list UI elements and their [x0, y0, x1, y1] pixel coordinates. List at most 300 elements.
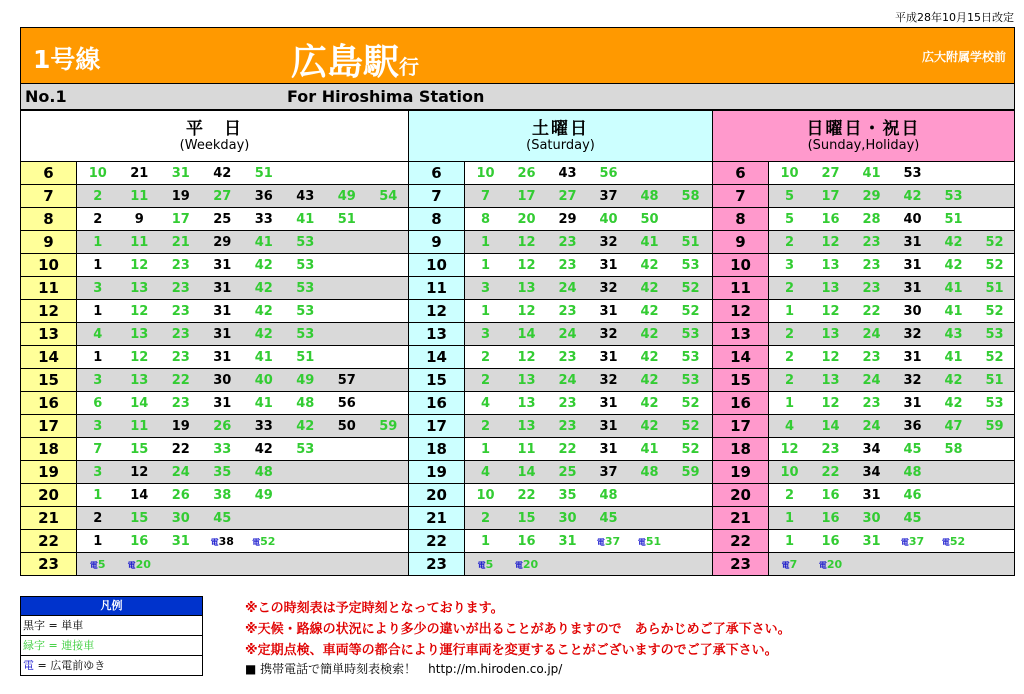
revision-date: 平成28年10月15日改定 — [895, 11, 1014, 24]
departure-minute: 23 — [171, 257, 190, 273]
departure-minute: 1 — [480, 533, 491, 549]
departure-minute: 23 — [558, 418, 577, 434]
departure-minute — [588, 535, 629, 548]
departure-minute: 31 — [903, 349, 922, 365]
minute-value: 37 — [604, 534, 621, 548]
departure-minute: 52 — [681, 280, 700, 296]
table-row — [713, 392, 1014, 415]
departure-minute: 2 — [480, 418, 491, 434]
departure-minute: 31 — [599, 349, 618, 365]
tram-depot-mark: 電 — [477, 561, 486, 570]
departure-minute: 40 — [903, 211, 922, 227]
table-row — [409, 254, 712, 277]
departure-minute: 24 — [558, 280, 577, 296]
departure-minute: 32 — [599, 280, 618, 296]
departure-minute: 26 — [213, 418, 232, 434]
mobile-search: ■ 携帯電話で簡単時刻表検索！ http://m.hiroden.co.jp/ — [245, 662, 563, 676]
weekday-title: 平 日 — [186, 119, 243, 139]
hour-cell: 8 — [21, 208, 77, 230]
minutes-cell — [465, 208, 712, 230]
departure-minute: 2 — [93, 510, 103, 526]
departure-minute: 59 — [379, 418, 398, 434]
departure-minute: 10 — [88, 165, 107, 181]
departure-minute: 33 — [254, 418, 273, 434]
departure-minute: 13 — [517, 280, 536, 296]
departure-minute: 52 — [985, 234, 1004, 250]
departure-minute: 48 — [254, 464, 273, 480]
table-row — [713, 300, 1014, 323]
departure-minute: 41 — [254, 395, 273, 411]
hour-cell: 12 — [713, 300, 769, 322]
departure-minute: 42 — [254, 257, 273, 273]
hour-cell: 21 — [21, 507, 77, 529]
note-1: ※この時刻表は予定時刻となっております。 — [245, 601, 504, 616]
departure-minute: 53 — [296, 303, 315, 319]
departure-minute: 1 — [784, 395, 795, 411]
minutes-cell — [77, 254, 408, 276]
hour-cell: 13 — [409, 323, 465, 345]
table-row — [713, 162, 1014, 185]
departure-minute: 42 — [640, 349, 659, 365]
minute-value: 20 — [135, 558, 151, 571]
minutes-cell — [77, 300, 408, 322]
departure-minute: 45 — [213, 510, 232, 526]
holiday-header — [713, 111, 1014, 162]
hour-cell: 6 — [713, 162, 769, 184]
table-row — [409, 369, 712, 392]
departure-minute: 2 — [480, 349, 491, 365]
table-row — [409, 346, 712, 369]
minutes-cell — [769, 392, 1015, 414]
hour-cell: 9 — [409, 231, 465, 253]
departure-minute — [243, 535, 285, 548]
departure-minute: 12 — [517, 257, 536, 273]
minutes-cell — [465, 254, 712, 276]
departure-minute: 2 — [784, 372, 795, 388]
departure-minute: 31 — [599, 441, 618, 457]
tram-depot-mark: 電 — [252, 537, 261, 547]
departure-minute: 13 — [821, 372, 840, 388]
minutes-cell — [77, 346, 408, 368]
departure-minute: 31 — [171, 533, 190, 549]
hour-cell: 15 — [21, 369, 77, 391]
departure-minute: 2 — [784, 234, 795, 250]
weekday-header — [21, 111, 408, 162]
departure-minute: 27 — [558, 188, 577, 204]
table-row — [21, 346, 408, 369]
hour-cell: 14 — [409, 346, 465, 368]
departure-minute: 58 — [944, 441, 963, 457]
tram-depot-mark: 電 — [941, 537, 950, 547]
minutes-cell — [769, 530, 1014, 552]
table-row — [21, 185, 408, 208]
departure-minute: 31 — [599, 303, 618, 319]
minutes-cell — [77, 208, 408, 230]
departure-minute: 2 — [480, 372, 491, 388]
minutes-cell — [77, 185, 409, 207]
minutes-cell — [465, 530, 712, 552]
hour-cell: 12 — [409, 300, 465, 322]
departure-minute: 45 — [903, 441, 922, 457]
departure-minute: 32 — [903, 372, 922, 388]
departure-minute: 48 — [640, 188, 659, 204]
departure-minute: 11 — [130, 418, 149, 434]
departure-minute: 14 — [130, 395, 149, 411]
departure-minute: 32 — [599, 326, 618, 342]
table-row — [713, 438, 1014, 461]
departure-minute — [202, 535, 244, 548]
departure-minute: 41 — [944, 280, 963, 296]
departure-minute: 10 — [780, 464, 799, 480]
departure-minute: 14 — [517, 326, 536, 342]
departure-minute: 3 — [784, 257, 795, 273]
departure-minute: 51 — [681, 234, 700, 250]
departure-minute: 22 — [171, 372, 190, 388]
minutes-cell — [77, 415, 409, 437]
departure-minute: 5 — [784, 188, 795, 204]
minutes-cell — [465, 369, 712, 391]
departure-minute: 5 — [784, 211, 795, 227]
departure-minute: 32 — [903, 326, 922, 342]
weekday-panel — [20, 110, 409, 576]
minutes-cell — [465, 323, 712, 345]
departure-minute: 15 — [130, 510, 149, 526]
minutes-cell — [769, 162, 1014, 184]
departure-minute: 11 — [130, 234, 149, 250]
departure-minute: 12 — [517, 349, 536, 365]
minute-value: 5 — [97, 558, 106, 571]
minutes-cell — [769, 369, 1015, 391]
departure-minute: 35 — [213, 464, 232, 480]
hour-cell: 19 — [713, 461, 769, 483]
minute-value: 51 — [645, 534, 662, 548]
departure-minute: 53 — [296, 234, 315, 250]
table-row — [409, 415, 712, 438]
departure-minute: 51 — [337, 211, 356, 227]
departure-minute: 12 — [130, 349, 149, 365]
departure-minute: 43 — [944, 326, 963, 342]
holiday-panel — [712, 110, 1015, 576]
table-row — [409, 162, 712, 185]
departure-minute: 24 — [558, 372, 577, 388]
departure-minute: 31 — [599, 418, 618, 434]
departure-minute: 50 — [640, 211, 659, 227]
departure-minute: 16 — [821, 533, 840, 549]
table-row — [21, 484, 408, 507]
departure-minute: 53 — [681, 257, 700, 273]
departure-minute: 4 — [784, 418, 795, 434]
hour-cell: 20 — [409, 484, 465, 506]
table-row — [713, 484, 1014, 507]
departure-minute: 1 — [93, 257, 103, 273]
table-row — [21, 369, 408, 392]
departure-minute: 57 — [337, 372, 356, 388]
departure-minute — [810, 558, 851, 571]
departure-minute: 16 — [821, 510, 840, 526]
hour-cell: 20 — [21, 484, 77, 506]
table-row — [713, 369, 1014, 392]
departure-minute: 29 — [862, 188, 881, 204]
departure-minute: 22 — [558, 441, 577, 457]
departure-minute: 2 — [480, 510, 491, 526]
departure-minute: 42 — [903, 188, 922, 204]
table-row — [409, 208, 712, 231]
departure-minute: 29 — [213, 234, 232, 250]
hour-cell: 11 — [409, 277, 465, 299]
minutes-cell — [465, 392, 712, 414]
departure-minute: 36 — [254, 188, 273, 204]
departure-minute: 2 — [93, 188, 103, 204]
departure-minute: 17 — [171, 211, 190, 227]
departure-minute: 31 — [213, 395, 232, 411]
minutes-cell — [77, 392, 408, 414]
departure-minute: 56 — [337, 395, 356, 411]
table-row — [21, 323, 408, 346]
hour-cell: 6 — [21, 162, 77, 184]
departure-minute: 12 — [130, 464, 149, 480]
minutes-cell — [769, 553, 1014, 576]
departure-minute: 46 — [903, 487, 922, 503]
departure-minute: 17 — [821, 188, 840, 204]
departure-minute: 22 — [171, 441, 190, 457]
departure-minute: 40 — [254, 372, 273, 388]
departure-minute — [506, 558, 547, 571]
tram-depot-mark: 電 — [637, 537, 646, 547]
legend — [20, 596, 203, 676]
departure-minute: 33 — [213, 441, 232, 457]
departure-minute: 23 — [821, 441, 840, 457]
minutes-cell — [769, 346, 1015, 368]
departure-minute: 35 — [558, 487, 577, 503]
table-row — [21, 300, 408, 323]
hour-cell: 9 — [713, 231, 769, 253]
departure-minute — [892, 535, 933, 548]
hour-cell: 9 — [21, 231, 77, 253]
departure-minute: 22 — [821, 464, 840, 480]
departure-minute: 3 — [480, 280, 491, 296]
minutes-cell — [77, 369, 408, 391]
departure-minute: 41 — [254, 234, 273, 250]
hour-cell: 21 — [409, 507, 465, 529]
departure-minute: 56 — [599, 165, 618, 181]
table-row — [21, 162, 408, 185]
departure-minute: 2 — [784, 487, 795, 503]
table-row — [713, 461, 1014, 484]
minutes-cell — [465, 300, 712, 322]
departure-minute: 51 — [985, 280, 1004, 296]
table-row — [409, 323, 712, 346]
departure-minute: 24 — [558, 326, 577, 342]
minutes-cell — [77, 530, 408, 552]
departure-minute: 42 — [296, 418, 315, 434]
departure-minute: 13 — [130, 280, 149, 296]
departure-minute: 43 — [558, 165, 577, 181]
departure-minute: 23 — [171, 395, 190, 411]
minutes-cell — [769, 231, 1015, 253]
departure-minute: 15 — [130, 441, 149, 457]
minutes-cell — [465, 484, 712, 506]
departure-minute: 33 — [254, 211, 273, 227]
table-row — [713, 254, 1014, 277]
departure-minute: 24 — [862, 372, 881, 388]
minutes-cell — [769, 300, 1015, 322]
table-row — [409, 461, 712, 484]
departure-minute: 41 — [944, 349, 963, 365]
departure-minute: 2 — [93, 211, 103, 227]
table-row — [713, 346, 1014, 369]
departure-minute: 52 — [681, 303, 700, 319]
departure-minute: 30 — [213, 372, 232, 388]
hour-cell: 7 — [713, 185, 769, 207]
departure-minute: 30 — [171, 510, 190, 526]
table-row — [409, 507, 712, 530]
destination-english: For Hiroshima Station — [287, 87, 485, 106]
departure-minute: 31 — [599, 257, 618, 273]
table-row — [21, 208, 408, 231]
table-row — [409, 300, 712, 323]
departure-minute: 31 — [171, 165, 190, 181]
departure-minute — [77, 558, 119, 571]
departure-minute: 1 — [93, 349, 103, 365]
legend-mark: 電 = 広電前ゆき — [21, 655, 202, 675]
minutes-cell — [769, 484, 1014, 506]
line-name: 1号線 — [33, 45, 101, 74]
saturday-panel — [408, 110, 713, 576]
departure-minute: 23 — [862, 280, 881, 296]
departure-minute: 53 — [985, 395, 1004, 411]
table-row — [21, 231, 408, 254]
departure-minute: 17 — [517, 188, 536, 204]
departure-minute: 13 — [821, 257, 840, 273]
hour-cell: 22 — [21, 530, 77, 552]
table-row — [21, 254, 408, 277]
hour-cell: 23 — [409, 553, 465, 576]
hour-cell: 21 — [713, 507, 769, 529]
table-row — [21, 553, 408, 576]
departure-minute: 31 — [213, 349, 232, 365]
departure-minute: 41 — [640, 441, 659, 457]
departure-minute: 12 — [130, 257, 149, 273]
table-row — [21, 530, 408, 553]
departure-minute: 37 — [599, 188, 618, 204]
departure-minute: 1 — [784, 510, 795, 526]
hour-cell: 22 — [409, 530, 465, 552]
minutes-cell — [77, 461, 408, 483]
departure-minute: 31 — [903, 280, 922, 296]
departure-minute: 31 — [558, 533, 577, 549]
departure-minute: 31 — [862, 487, 881, 503]
departure-minute: 42 — [640, 303, 659, 319]
departure-minute: 53 — [681, 349, 700, 365]
tram-depot-mark: 電 — [89, 561, 98, 570]
minutes-cell — [465, 231, 712, 253]
departure-minute: 54 — [379, 188, 398, 204]
table-row — [21, 392, 408, 415]
departure-minute: 21 — [130, 165, 149, 181]
departure-minute: 41 — [640, 234, 659, 250]
departure-minute: 49 — [254, 487, 273, 503]
departure-minute: 53 — [296, 257, 315, 273]
departure-minute: 30 — [862, 510, 881, 526]
tram-depot-mark: 電 — [514, 561, 523, 570]
departure-minute: 1 — [784, 303, 795, 319]
table-row — [409, 438, 712, 461]
departure-minute: 12 — [130, 303, 149, 319]
departure-minute: 23 — [558, 234, 577, 250]
note-3: ※定期点検、車両等の都合により運行車両を変更することがございますのでご了承下さい。 — [245, 643, 778, 658]
departure-minute: 41 — [862, 165, 881, 181]
table-row — [409, 553, 712, 576]
departure-minute: 23 — [558, 395, 577, 411]
hour-cell: 14 — [713, 346, 769, 368]
departure-minute: 36 — [903, 418, 922, 434]
departure-minute: 19 — [171, 188, 190, 204]
departure-minute: 53 — [985, 326, 1004, 342]
departure-minute: 42 — [944, 234, 963, 250]
weekday-subtitle: (Weekday) — [179, 138, 250, 153]
tram-depot-mark: 電 — [818, 561, 827, 570]
saturday-subtitle: (Saturday) — [526, 138, 595, 153]
hour-cell: 6 — [409, 162, 465, 184]
minutes-cell — [77, 277, 408, 299]
hour-cell: 16 — [713, 392, 769, 414]
minutes-cell — [769, 461, 1014, 483]
hour-cell: 18 — [409, 438, 465, 460]
table-row — [713, 507, 1014, 530]
table-row — [21, 461, 408, 484]
departure-minute: 13 — [130, 326, 149, 342]
departure-minute: 12 — [517, 234, 536, 250]
table-row — [409, 185, 712, 208]
departure-minute: 42 — [640, 418, 659, 434]
minute-value: 20 — [522, 558, 539, 571]
departure-minute: 6 — [93, 395, 103, 411]
minutes-cell — [77, 553, 408, 576]
departure-minute: 3 — [93, 464, 103, 480]
departure-minute: 51 — [985, 372, 1004, 388]
hour-cell: 7 — [409, 185, 465, 207]
departure-minute: 42 — [944, 372, 963, 388]
hour-cell: 18 — [21, 438, 77, 460]
minutes-cell — [77, 484, 408, 506]
departure-minute: 27 — [213, 188, 232, 204]
departure-minute: 14 — [821, 418, 840, 434]
departure-minute: 42 — [254, 280, 273, 296]
departure-minute: 52 — [985, 303, 1004, 319]
holiday-title: 日曜日・祝日 — [806, 119, 921, 139]
departure-minute: 12 — [821, 349, 840, 365]
departure-minute: 11 — [517, 441, 536, 457]
departure-minute: 23 — [171, 280, 190, 296]
departure-minute: 10 — [476, 487, 495, 503]
tram-depot-mark: 電 — [127, 561, 136, 570]
table-row — [21, 507, 408, 530]
note-2: ※天候・路線の状況により多少の違いが出ることがありますので あらかじめご了承下さい。 — [245, 622, 791, 637]
departure-minute: 19 — [171, 418, 190, 434]
departure-minute: 49 — [296, 372, 315, 388]
saturday-header — [409, 111, 712, 162]
departure-minute: 12 — [780, 441, 799, 457]
departure-minute: 25 — [558, 464, 577, 480]
departure-minute: 31 — [213, 303, 232, 319]
departure-minute: 52 — [681, 395, 700, 411]
departure-minute: 2 — [784, 349, 795, 365]
minutes-cell — [465, 277, 712, 299]
table-row — [713, 185, 1014, 208]
departure-minute: 4 — [480, 464, 491, 480]
departure-minute — [465, 558, 506, 571]
departure-minute: 1 — [784, 533, 795, 549]
